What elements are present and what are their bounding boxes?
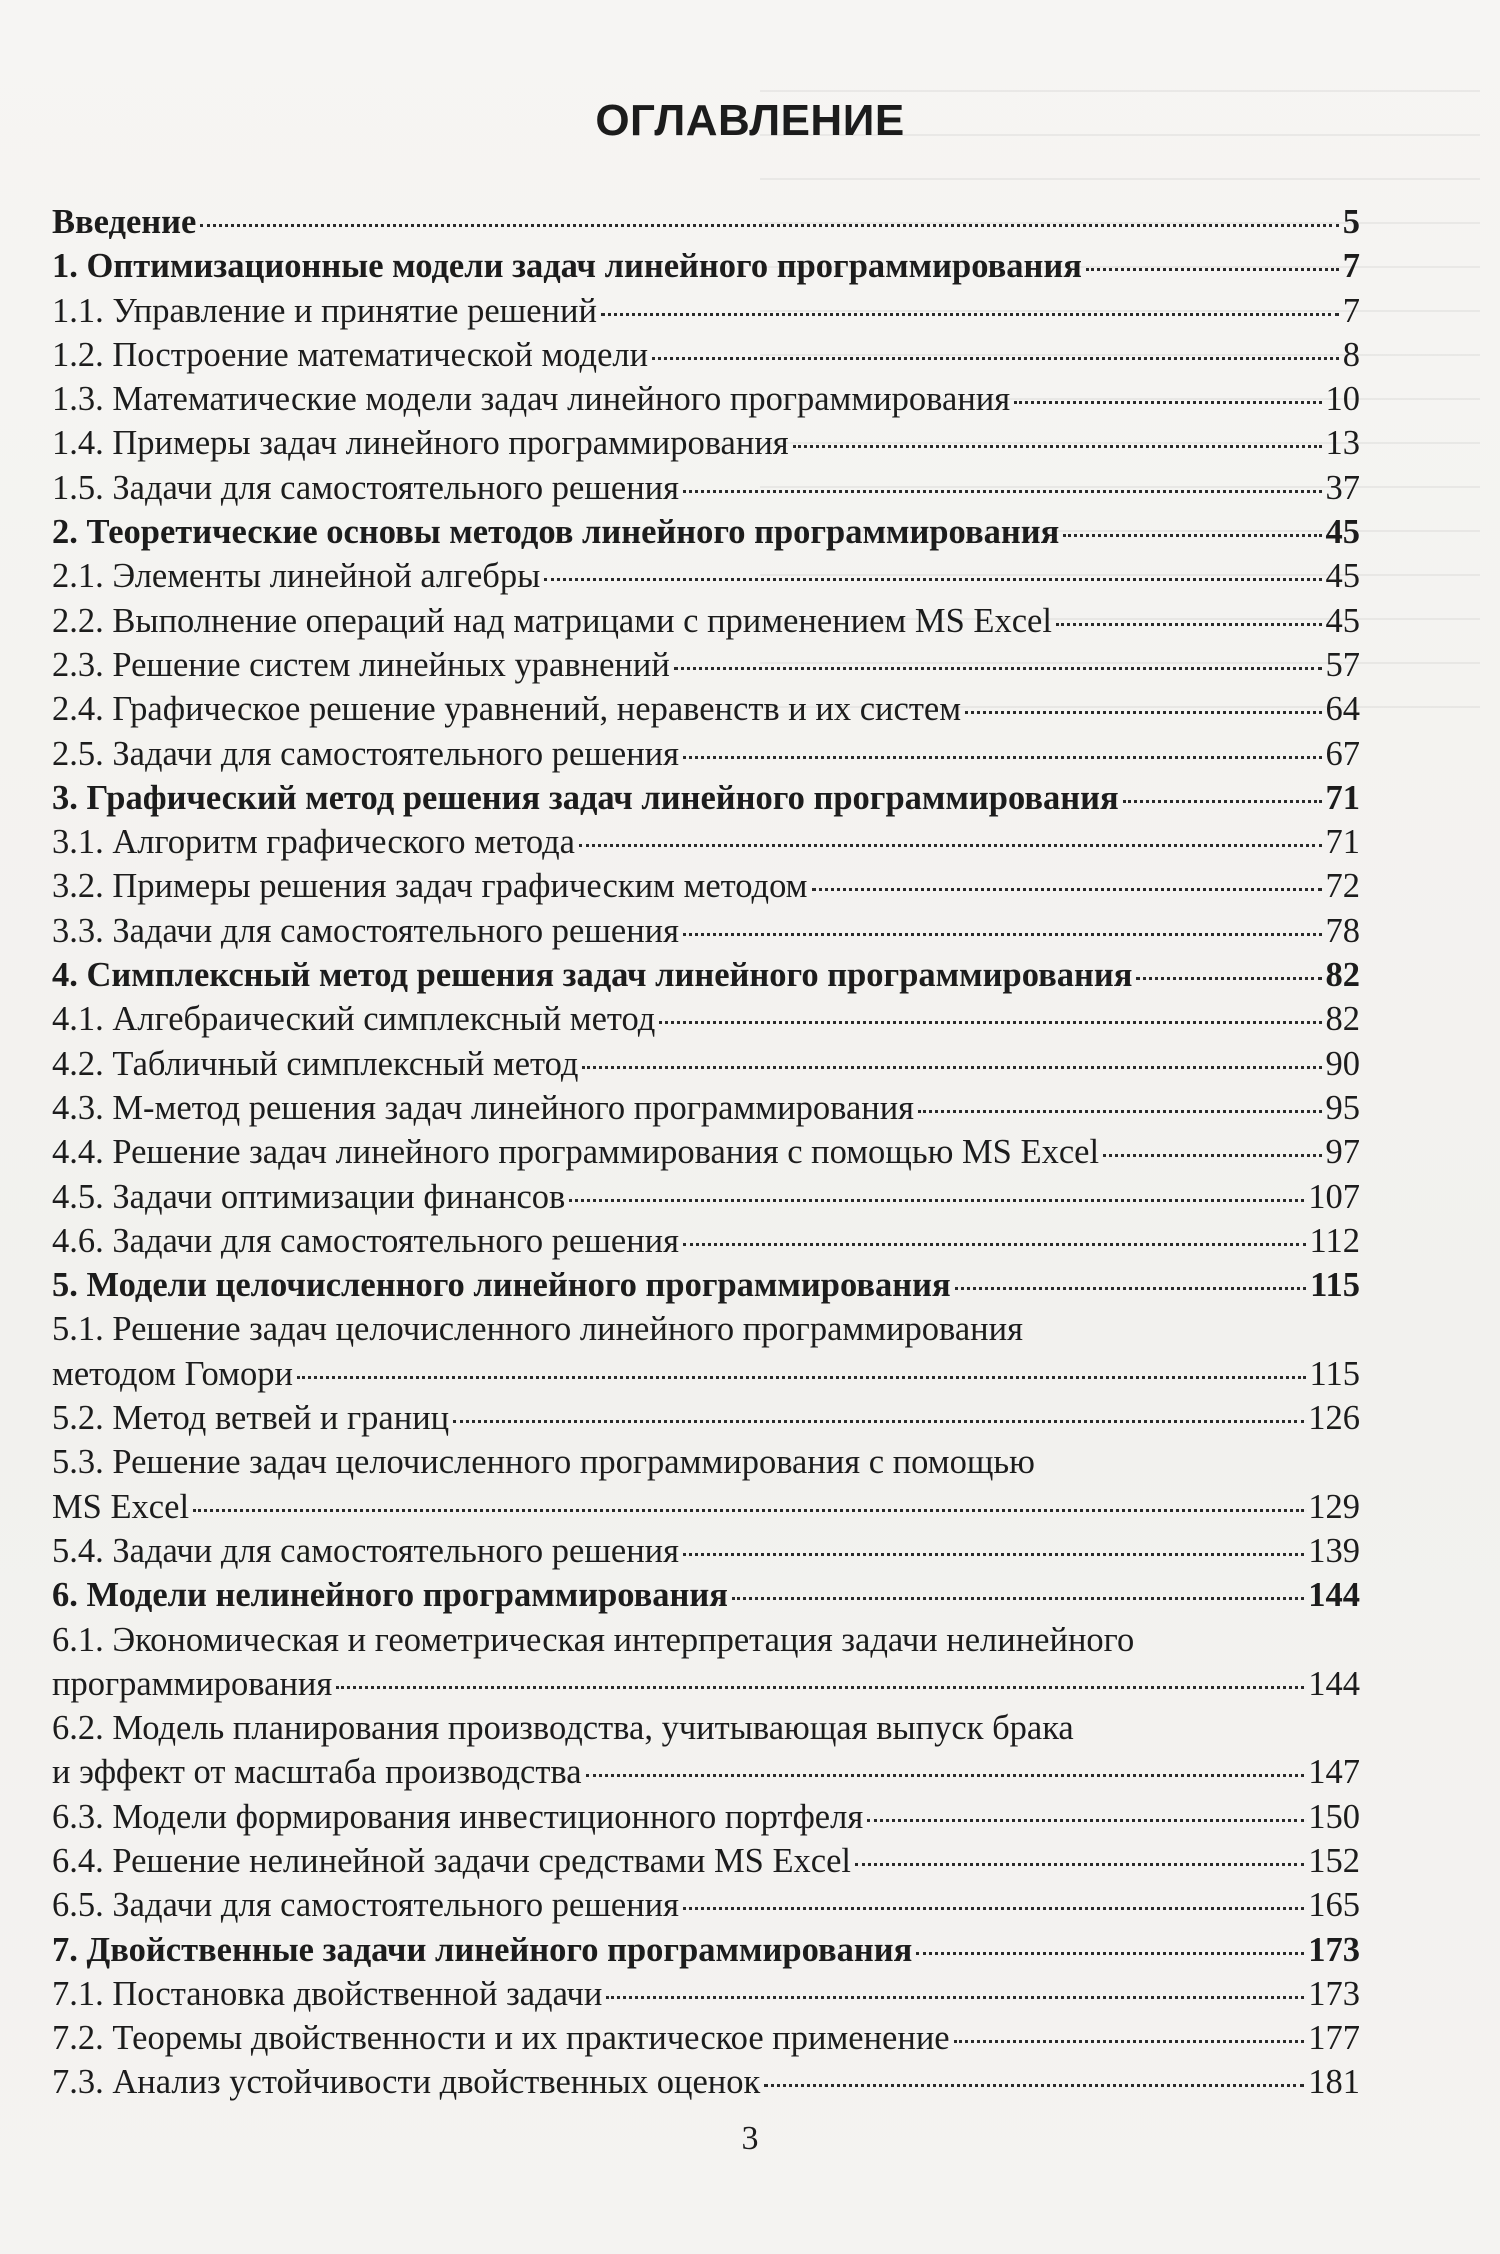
dot-leader	[579, 844, 1322, 847]
toc-chapter-row[interactable]	[52, 200, 1360, 244]
toc-page-number: 57	[1325, 645, 1360, 684]
toc-entry-label: Введение	[52, 203, 197, 241]
toc-section-row[interactable]	[52, 1396, 1360, 1440]
toc-section-row[interactable]	[52, 643, 1360, 687]
toc-section-row[interactable]	[52, 333, 1360, 377]
dot-leader	[683, 756, 1322, 759]
toc-entry-label: 3.2. Примеры решения задач графическим методом	[52, 867, 808, 906]
toc-section-row[interactable]	[52, 1972, 1360, 2016]
dot-leader	[193, 1509, 1304, 1512]
toc-page-number: 97	[1325, 1133, 1360, 1172]
dot-leader	[674, 667, 1322, 670]
toc-section-row[interactable]	[52, 997, 1360, 1041]
toc-entry-label: 1.5. Задачи для самостоятельного решения	[52, 468, 679, 507]
toc-chapter-row[interactable]	[52, 1573, 1360, 1617]
toc-page-number: 78	[1325, 911, 1360, 950]
toc-chapter-row[interactable]	[52, 1263, 1360, 1307]
toc-entry-label: 2.4. Графическое решение уравнений, неравенств и их систем	[52, 690, 962, 729]
toc-entry-label: 7.3. Анализ устойчивости двойственных оценок	[52, 2063, 761, 2102]
toc-page-number: 45	[1325, 601, 1360, 640]
dot-leader	[965, 711, 1321, 714]
toc-section-row[interactable]	[52, 909, 1360, 953]
toc-page-number: 45	[1325, 557, 1360, 596]
toc-chapter-row[interactable]	[52, 1928, 1360, 1972]
toc-page-number: 129	[1308, 1487, 1360, 1526]
dot-leader	[453, 1420, 1304, 1423]
toc-entry-label: 4.4. Решение задач линейного программирования с помощью MS Excel	[52, 1133, 1100, 1172]
toc-page-number: 64	[1325, 690, 1360, 729]
toc-page-number: 144	[1308, 1664, 1360, 1703]
toc-entry-label: 2.3. Решение систем линейных уравнений	[52, 645, 670, 684]
toc-entry-label: 3. Графический метод решения задач линейного программирования	[52, 778, 1119, 817]
dot-leader	[683, 933, 1322, 936]
dot-leader	[855, 1863, 1304, 1866]
toc-section-row[interactable]	[52, 1130, 1360, 1174]
toc-section-row[interactable]	[52, 864, 1360, 908]
dot-leader	[683, 490, 1322, 493]
table-of-contents	[52, 200, 1360, 2105]
toc-chapter-row[interactable]	[52, 776, 1360, 820]
toc-section-row[interactable]	[52, 1662, 1360, 1706]
toc-entry-label: 6.5. Задачи для самостоятельного решения	[52, 1886, 679, 1925]
toc-page-number: 90	[1325, 1044, 1360, 1083]
toc-entry-continuation: MS Excel	[52, 1487, 190, 1526]
toc-section-row[interactable]	[52, 1175, 1360, 1219]
toc-page-number: 173	[1308, 1974, 1360, 2013]
toc-chapter-row[interactable]	[52, 244, 1360, 288]
toc-entry-label: 2. Теоретические основы методов линейного программирования	[52, 513, 1060, 552]
dot-leader	[606, 1996, 1304, 1999]
toc-page-number: 126	[1308, 1399, 1360, 1438]
toc-section-row[interactable]	[52, 466, 1360, 510]
dot-leader	[954, 2040, 1305, 2043]
toc-page-number: 177	[1308, 2019, 1360, 2058]
toc-page-number: 8	[1342, 335, 1360, 374]
toc-entry-label: 7.1. Постановка двойственной задачи	[52, 1974, 603, 2013]
toc-section-row[interactable]	[52, 421, 1360, 465]
dot-leader	[652, 357, 1339, 360]
dot-leader	[1014, 401, 1321, 404]
toc-entry-label: 6.3. Модели формирования инвестиционного портфеля	[52, 1797, 864, 1836]
dot-leader	[916, 1952, 1304, 1955]
dot-leader	[336, 1686, 1304, 1689]
toc-page-number: 95	[1325, 1088, 1360, 1127]
toc-page-number: 7	[1342, 247, 1360, 286]
toc-entry-label: 5. Модели целочисленного линейного программирования	[52, 1266, 951, 1305]
toc-page-number: 71	[1325, 778, 1360, 817]
toc-entry-label: 6.4. Решение нелинейной задачи средствами MS Excel	[52, 1841, 851, 1880]
page-number: 3	[741, 2120, 759, 2157]
toc-section-row[interactable]	[52, 820, 1360, 864]
toc-entry-label: 5.1. Решение задач целочисленного линейного программирования	[52, 1310, 1023, 1349]
dot-leader	[659, 1021, 1321, 1024]
dot-leader	[764, 2084, 1304, 2087]
toc-entry-label: 2.1. Элементы линейной алгебры	[52, 557, 541, 596]
toc-page-number: 152	[1308, 1841, 1360, 1880]
toc-section-row[interactable]	[52, 1795, 1360, 1839]
toc-page-number: 72	[1325, 867, 1360, 906]
toc-section-row[interactable]	[52, 377, 1360, 421]
dot-leader	[793, 445, 1322, 448]
toc-page-number: 82	[1325, 1000, 1360, 1039]
toc-entry-label: 1.3. Математические модели задач линейного программирования	[52, 380, 1011, 419]
dot-leader	[1123, 800, 1322, 803]
toc-section-row[interactable]	[52, 1352, 1360, 1396]
toc-page-number: 115	[1310, 1266, 1360, 1305]
dot-leader	[683, 1243, 1306, 1246]
toc-entry-label: 7. Двойственные задачи линейного программирования	[52, 1930, 913, 1969]
dot-leader	[812, 888, 1322, 891]
toc-section-row[interactable]	[52, 289, 1360, 333]
dot-leader	[867, 1819, 1304, 1822]
toc-page-number: 144	[1308, 1576, 1360, 1615]
toc-section-row[interactable]	[52, 1529, 1360, 1573]
toc-entry-label: 2.5. Задачи для самостоятельного решения	[52, 734, 679, 773]
toc-entry-label: 6. Модели нелинейного программирования	[52, 1576, 728, 1615]
toc-page-number: 13	[1325, 424, 1360, 463]
toc-entry-label: 3.1. Алгоритм графического метода	[52, 823, 575, 862]
toc-page-number: 165	[1308, 1886, 1360, 1925]
dot-leader	[569, 1199, 1304, 1202]
toc-page-number: 45	[1325, 513, 1360, 552]
toc-entry-label: 1. Оптимизационные модели задач линейного программирования	[52, 247, 1082, 286]
toc-entry-label: 4.1. Алгебраический симплексный метод	[52, 1000, 656, 1039]
page-title: ОГЛАВЛЕНИЕ	[595, 96, 905, 145]
toc-entry-label: 1.2. Построение математической модели	[52, 335, 649, 374]
toc-page-number: 139	[1308, 1531, 1360, 1570]
toc-section-row[interactable]	[52, 2060, 1360, 2104]
toc-page-number: 67	[1325, 734, 1360, 773]
dot-leader	[683, 1907, 1304, 1910]
toc-section-row[interactable]	[52, 687, 1360, 731]
toc-page-number: 115	[1309, 1354, 1360, 1393]
toc-entry-continuation: и эффект от масштаба производства	[52, 1753, 582, 1792]
toc-entry-label: 4.3. М-метод решения задач линейного программирования	[52, 1088, 915, 1127]
toc-page-number: 82	[1325, 956, 1360, 995]
toc-entry-label: 4. Симплексный метод решения задач линейного программирования	[52, 956, 1133, 995]
dot-leader	[586, 1774, 1305, 1777]
toc-page-number: 173	[1308, 1930, 1360, 1969]
toc-section-row[interactable]	[52, 554, 1360, 598]
toc-section-row[interactable]	[52, 1883, 1360, 1927]
toc-entry-label: 7.2. Теоремы двойственности и их практическое применение	[52, 2019, 950, 2058]
toc-section-row[interactable]	[52, 1750, 1360, 1794]
toc-entry-label: 4.6. Задачи для самостоятельного решения	[52, 1221, 679, 1260]
toc-page-number: 112	[1309, 1221, 1360, 1260]
dot-leader	[1103, 1154, 1321, 1157]
toc-entry-continuation: методом Гомори	[52, 1354, 293, 1393]
toc-entry-label: 3.3. Задачи для самостоятельного решения	[52, 911, 679, 950]
dot-leader	[1136, 977, 1321, 980]
toc-section-row[interactable]	[52, 599, 1360, 643]
toc-page-number: 71	[1325, 823, 1360, 862]
dot-leader	[601, 313, 1339, 316]
toc-entry-label: 4.5. Задачи оптимизации финансов	[52, 1177, 566, 1216]
toc-page-number: 37	[1325, 468, 1360, 507]
toc-section-row[interactable]	[52, 1839, 1360, 1883]
toc-page-number: 150	[1308, 1797, 1360, 1836]
toc-entry-label: 2.2. Выполнение операций над матрицами с применением MS Excel	[52, 601, 1052, 640]
toc-page-number: 7	[1342, 291, 1360, 330]
dot-leader	[1086, 268, 1339, 271]
toc-entry-label: 5.3. Решение задач целочисленного программирования с помощью	[52, 1443, 1035, 1482]
toc-chapter-row[interactable]	[52, 953, 1360, 997]
dot-leader	[683, 1553, 1304, 1556]
toc-entry-label: 5.2. Метод ветвей и границ	[52, 1399, 450, 1438]
toc-page-number: 5	[1342, 203, 1360, 241]
dot-leader	[297, 1376, 1306, 1379]
toc-entry-label: 6.2. Модель планирования производства, учитывающая выпуск брака	[52, 1709, 1074, 1748]
toc-entry-label: 4.2. Табличный симплексный метод	[52, 1044, 579, 1083]
toc-entry-label: 5.4. Задачи для самостоятельного решения	[52, 1531, 679, 1570]
toc-section-row[interactable]	[52, 732, 1360, 776]
dot-leader	[582, 1066, 1321, 1069]
toc-section-row[interactable]	[52, 1485, 1360, 1529]
toc-chapter-row[interactable]	[52, 510, 1360, 554]
dot-leader	[1056, 623, 1322, 626]
toc-section-row[interactable]	[52, 1219, 1360, 1263]
toc-entry-continuation: программирования	[52, 1664, 333, 1703]
dot-leader	[544, 578, 1321, 581]
dot-leader	[200, 224, 1338, 227]
dot-leader	[732, 1597, 1304, 1600]
dot-leader	[1063, 534, 1321, 537]
toc-section-row[interactable]	[52, 1086, 1360, 1130]
toc-page-number: 181	[1308, 2063, 1360, 2102]
toc-entry-label: 1.4. Примеры задач линейного программирования	[52, 424, 789, 463]
toc-page-number: 107	[1308, 1177, 1360, 1216]
toc-entry-label: 6.1. Экономическая и геометрическая интерпретация задачи нелинейного	[52, 1620, 1135, 1659]
toc-section-row[interactable]	[52, 2016, 1360, 2060]
toc-section-row[interactable]	[52, 1042, 1360, 1086]
dot-leader	[918, 1110, 1321, 1113]
toc-page-number: 147	[1308, 1753, 1360, 1792]
dot-leader	[955, 1287, 1306, 1290]
toc-page-number: 10	[1325, 380, 1360, 419]
toc-entry-label: 1.1. Управление и принятие решений	[52, 291, 597, 330]
